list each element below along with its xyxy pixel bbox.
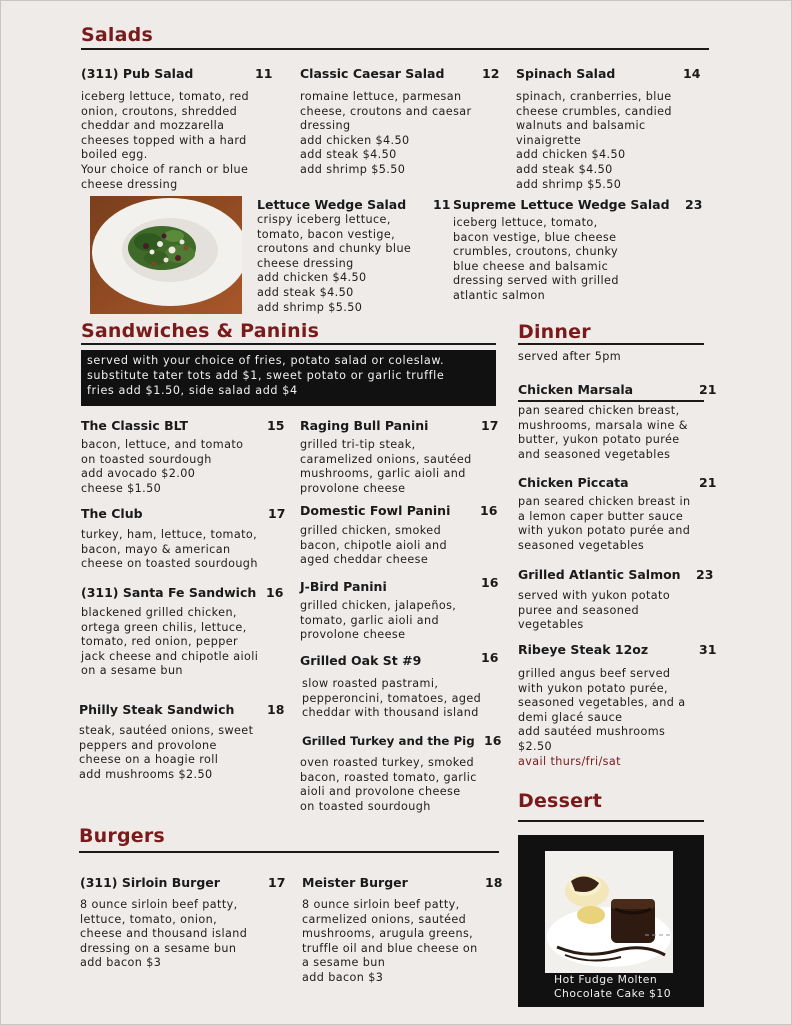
item-price: 17 <box>268 875 286 890</box>
sandwiches-notice-box <box>81 350 496 406</box>
burgers-title: Burgers <box>79 825 165 847</box>
item-price: 16 <box>481 650 499 665</box>
salad-photo <box>90 196 242 314</box>
item-price: 18 <box>267 702 285 717</box>
item-name: Raging Bull Panini <box>300 418 429 433</box>
item-name: Grilled Atlantic Salmon <box>518 567 681 582</box>
item-description: grilled tri-tip steak, caramelized onions, sautéed mushrooms, garlic aioli and provolone cheese <box>300 438 472 495</box>
dessert-photo <box>545 851 673 973</box>
dinner-title: Dinner <box>518 321 591 343</box>
burgers-rule <box>79 851 499 853</box>
item-price: 15 <box>267 418 285 433</box>
item-price: 16 <box>480 503 498 518</box>
item-price: 23 <box>696 567 714 582</box>
item-name: (311) Pub Salad <box>81 66 194 81</box>
dessert-caption: Hot Fudge Molten Chocolate Cake $10 <box>554 973 672 1000</box>
sandwiches-notice: served with your choice of fries, potato salad or coleslaw. substitute tater tots add $1, sweet potato or garlic truffle fries add $1.50, side salad add $4 <box>87 354 445 397</box>
item-price: 18 <box>485 875 503 890</box>
availability-note: avail thurs/fri/sat <box>518 755 621 768</box>
item-name: Domestic Fowl Panini <box>300 503 451 518</box>
item-name: Philly Steak Sandwich <box>79 702 235 717</box>
item-name: Grilled Turkey and the Pig <box>302 734 475 748</box>
item-description: bacon, lettuce, and tomato on toasted sourdough add avocado $2.00 cheese $1.50 <box>81 438 244 495</box>
item-name: Lettuce Wedge Salad <box>257 197 407 212</box>
item-name: Chicken Marsala <box>518 382 634 397</box>
item-price: 14 <box>683 66 701 81</box>
item-description: romaine lettuce, parmesan cheese, croutons and caesar dressing add chicken $4.50 add steak $4.50 add shrimp $5.50 <box>300 90 472 176</box>
item-description: grilled chicken, jalapeños, tomato, garlic aioli and provolone cheese <box>300 599 457 642</box>
item-name: The Club <box>81 506 143 521</box>
item-price: 16 <box>481 575 499 590</box>
dinner-note: served after 5pm <box>518 350 622 363</box>
item-price: 12 <box>482 66 500 81</box>
item-rule <box>518 400 704 402</box>
dessert-rule <box>518 820 704 822</box>
item-name: Supreme Lettuce Wedge Salad <box>453 197 670 212</box>
item-name: (311) Santa Fe Sandwich <box>81 585 257 600</box>
item-description: 8 ounce sirloin beef patty, carmelized onions, sautéed mushrooms, arugula greens, truffle oil and blue cheese on a sesame bun add bacon $3 <box>302 898 478 984</box>
item-description: crispy iceberg lettuce, tomato, bacon vestige, croutons and chunky blue cheese dressing add chicken $4.50 add steak $4.50 add shrimp $5.50 <box>257 213 412 314</box>
salads-rule <box>81 48 709 50</box>
item-name: The Classic BLT <box>81 418 189 433</box>
item-name: Meister Burger <box>302 875 408 890</box>
salads-title: Salads <box>81 24 153 46</box>
item-name: Ribeye Steak 12oz <box>518 642 649 657</box>
item-description: steak, sautéed onions, sweet peppers and provolone cheese on a hoagie roll add mushrooms $2.50 <box>79 724 254 781</box>
dessert-card <box>518 835 704 1007</box>
item-description: slow roasted pastrami, pepperoncini, tomatoes, aged cheddar with thousand island <box>302 677 482 720</box>
item-price: 31 <box>699 642 717 657</box>
item-description: grilled angus beef served with yukon potato purée, seasoned vegetables, and a demi glacé sauce add sautéed mushrooms $2.50 <box>518 667 686 753</box>
sandwiches-rule <box>81 343 496 345</box>
item-name: J-Bird Panini <box>300 579 387 594</box>
dinner-rule <box>518 343 704 345</box>
item-description: pan seared chicken breast in a lemon caper butter sauce with yukon potato purée and seasoned vegetables <box>518 495 691 552</box>
item-price: 17 <box>268 506 286 521</box>
item-price: 11 <box>433 197 451 212</box>
sandwiches-title: Sandwiches & Paninis <box>81 320 320 342</box>
item-description: iceberg lettuce, tomato, red onion, croutons, shredded cheddar and mozzarella cheeses topped with a hard boiled egg. Your choice of ranch or blue cheese dressing <box>81 90 250 191</box>
item-description: iceberg lettuce, tomato, bacon vestige, blue cheese crumbles, croutons, chunky blue cheese and balsamic dressing served with grilled atlantic salmon <box>453 216 619 302</box>
item-description: 8 ounce sirloin beef patty, lettuce, tomato, onion, cheese and thousand island dressing on a sesame bun add bacon $3 <box>80 898 248 970</box>
item-price: 16 <box>266 585 284 600</box>
dessert-title: Dessert <box>518 790 603 812</box>
item-description: turkey, ham, lettuce, tomato, bacon, mayo & american cheese on toasted sourdough <box>81 528 258 571</box>
item-name: Classic Caesar Salad <box>300 66 445 81</box>
item-description: served with yukon potato puree and seasoned vegetables <box>518 589 671 632</box>
item-description: grilled chicken, smoked bacon, chipotle aioli and aged cheddar cheese <box>300 524 448 567</box>
item-description: blackened grilled chicken, ortega green chilis, lettuce, tomato, red onion, pepper jack cheese and chipotle aioli on a sesame bun <box>81 606 259 678</box>
item-price: 16 <box>484 733 502 748</box>
item-price: 21 <box>699 382 717 397</box>
item-name: (311) Sirloin Burger <box>80 875 220 890</box>
item-price: 17 <box>481 418 499 433</box>
item-price: 21 <box>699 475 717 490</box>
item-description: spinach, cranberries, blue cheese crumbles, candied walnuts and balsamic vinaigrette add chicken $4.50 add steak $4.50 add shrimp $5.50 <box>516 90 672 191</box>
item-description: oven roasted turkey, smoked bacon, roasted tomato, garlic aioli and provolone cheese on toasted sourdough <box>300 756 477 813</box>
item-price: 11 <box>255 66 273 81</box>
item-name: Grilled Oak St #9 <box>300 653 422 668</box>
item-description: pan seared chicken breast, mushrooms, marsala wine & butter, yukon potato purée and seasoned vegetables <box>518 404 688 461</box>
item-name: Spinach Salad <box>516 66 616 81</box>
item-name: Chicken Piccata <box>518 475 629 490</box>
item-price: 23 <box>685 197 703 212</box>
